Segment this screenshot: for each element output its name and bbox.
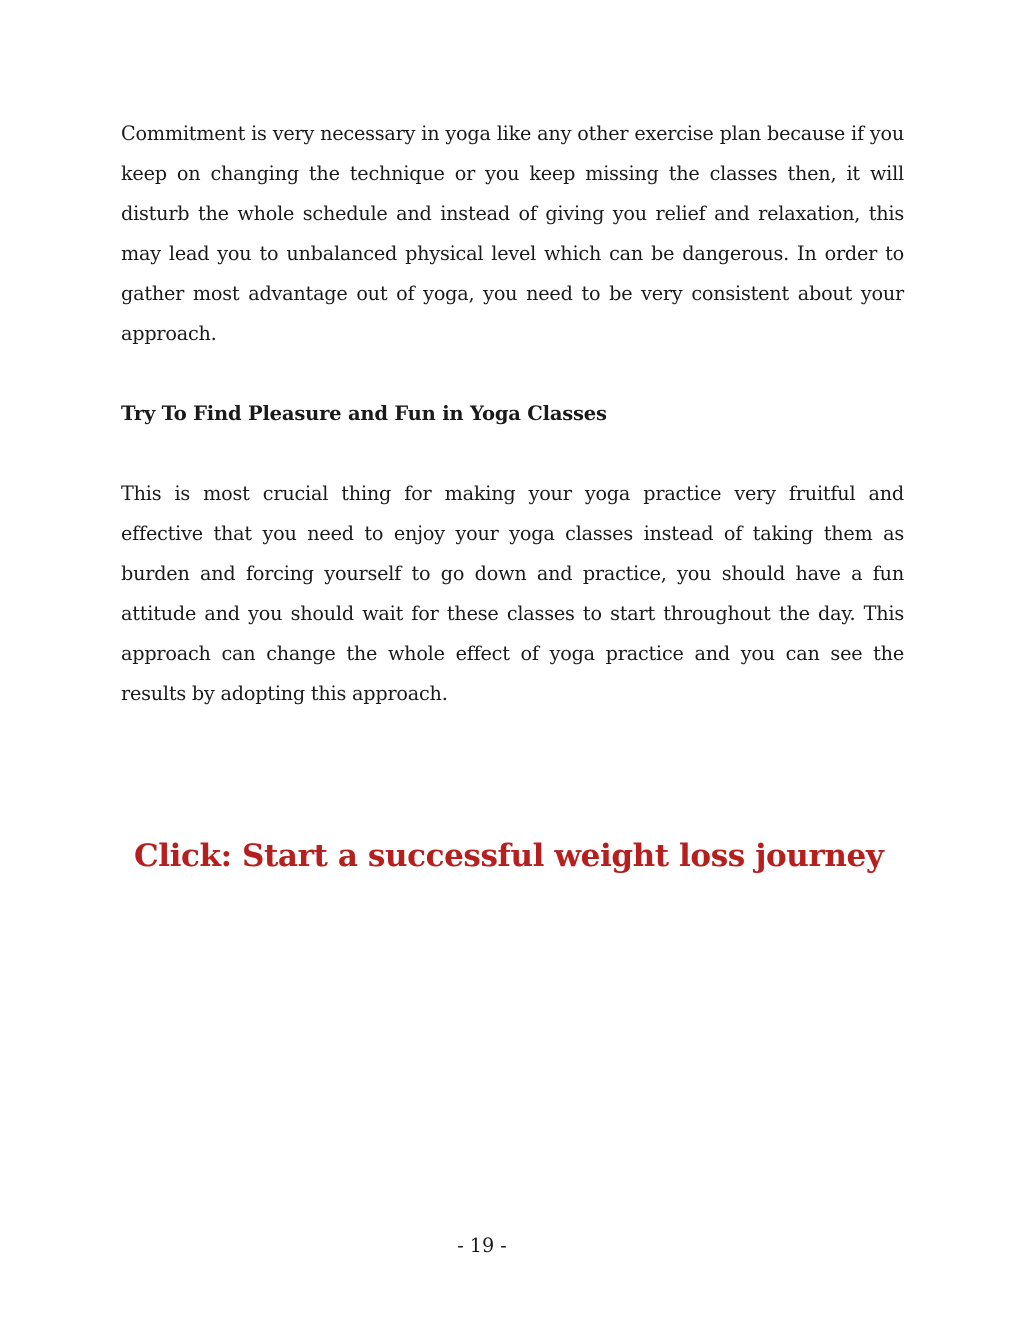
- section-heading: Try To Find Pleasure and Fun in Yoga Classes: [121, 402, 607, 425]
- page-number: - 19 -: [457, 1234, 507, 1257]
- body-paragraph-commitment: Commitment is very necessary in yoga like any other exercise plan because if you keep on changing the technique or you keep missing the classes then, it will disturb the whole schedule and instead of giving you relief and relaxation, this may lead you to unbalanced physical level which can be dangerous. In order to gather most advantage out of yoga, you need to be very consistent about your approach.: [121, 122, 904, 345]
- weight-loss-journey-link[interactable]: Click: Start a successful weight loss journey: [134, 838, 884, 874]
- body-paragraph-enjoy: This is most crucial thing for making your yoga practice very fruitful and effective that you need to enjoy your yoga classes instead of taking them as burden and forcing yourself to go down and practice, you should have a fun attitude and you should wait for these classes to start throughout the day. This approach can change the whole effect of yoga practice and you can see the results by adopting this approach.: [121, 482, 904, 705]
